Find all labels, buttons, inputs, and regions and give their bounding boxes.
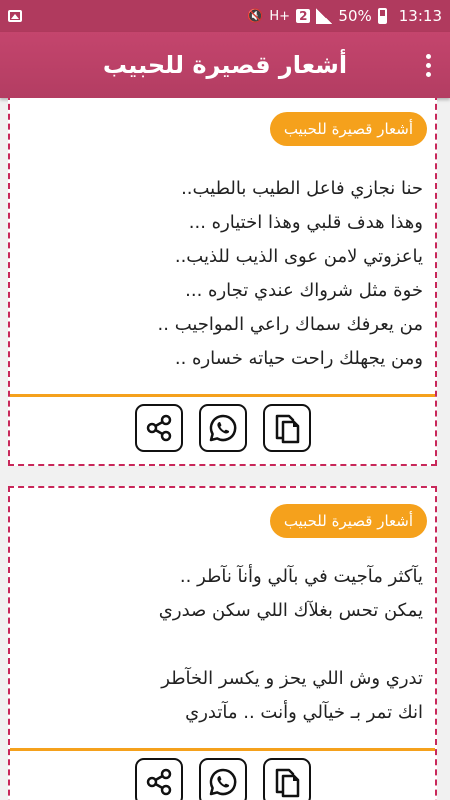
- whatsapp-icon: [207, 766, 239, 798]
- poem-line: انك تمر بـ خيآلي وأنت .. مآتدري: [185, 702, 423, 723]
- app-title: أشعار قصيرة للحبيب: [102, 51, 348, 79]
- poem-line: من يعرفك سماك راعي المواجيب ..: [157, 314, 423, 335]
- whatsapp-button[interactable]: [199, 758, 247, 800]
- poem-line: ومن يجهلك راحت حياته خساره ..: [174, 348, 423, 369]
- poem-line: حنا نجازي فاعل الطيب بالطيب..: [181, 178, 423, 199]
- poem-line: ياعزوتي لامن عوى الذيب للذيب..: [174, 246, 423, 267]
- poem-line: وهذا هدف قلبي وهذا اختياره ...: [188, 212, 423, 233]
- poem-text: [10, 172, 435, 376]
- copy-button[interactable]: [263, 758, 311, 800]
- copy-button[interactable]: [263, 404, 311, 452]
- card-actions: [10, 758, 435, 800]
- signal-icon: [316, 8, 332, 24]
- share-icon: [143, 766, 175, 798]
- app-bar: [0, 32, 450, 98]
- whatsapp-icon: [207, 412, 239, 444]
- category-badge: أشعار قصيرة للحبيب: [270, 504, 427, 538]
- poem-line: يآكثر مآجيت في بآلي وأنآ نآطر ..: [179, 566, 423, 587]
- poem-text: [10, 560, 435, 730]
- poem-line: خوة مثل شرواك عندي تجاره ...: [185, 280, 423, 301]
- gallery-notification-icon: [8, 10, 22, 22]
- overflow-menu-icon[interactable]: [426, 54, 432, 77]
- card-actions: [10, 404, 435, 452]
- poem-list[interactable]: [0, 98, 450, 800]
- network-type-icon: H+: [269, 8, 291, 24]
- share-button[interactable]: [135, 404, 183, 452]
- poem-line: [22, 628, 423, 662]
- category-badge: أشعار قصيرة للحبيب: [270, 112, 427, 146]
- card-divider: [10, 748, 435, 751]
- share-button[interactable]: [135, 758, 183, 800]
- poem-line: تدري وش اللي يحز و يكسر الخآطر: [161, 668, 423, 689]
- poem-card: [8, 98, 437, 466]
- poem-line: يمكن تحس بغلآك اللي سكن صدري: [158, 600, 423, 621]
- share-icon: [143, 412, 175, 444]
- mute-icon: 🔇: [247, 8, 264, 24]
- clock: 13:13: [398, 7, 442, 25]
- battery-icon: [378, 8, 387, 24]
- status-bar: [0, 0, 450, 32]
- whatsapp-button[interactable]: [199, 404, 247, 452]
- copy-icon: [271, 412, 303, 444]
- sim-icon: 2: [296, 9, 310, 23]
- copy-icon: [271, 766, 303, 798]
- battery-percent: 50%: [338, 7, 372, 25]
- poem-card: [8, 486, 437, 800]
- card-divider: [10, 394, 435, 397]
